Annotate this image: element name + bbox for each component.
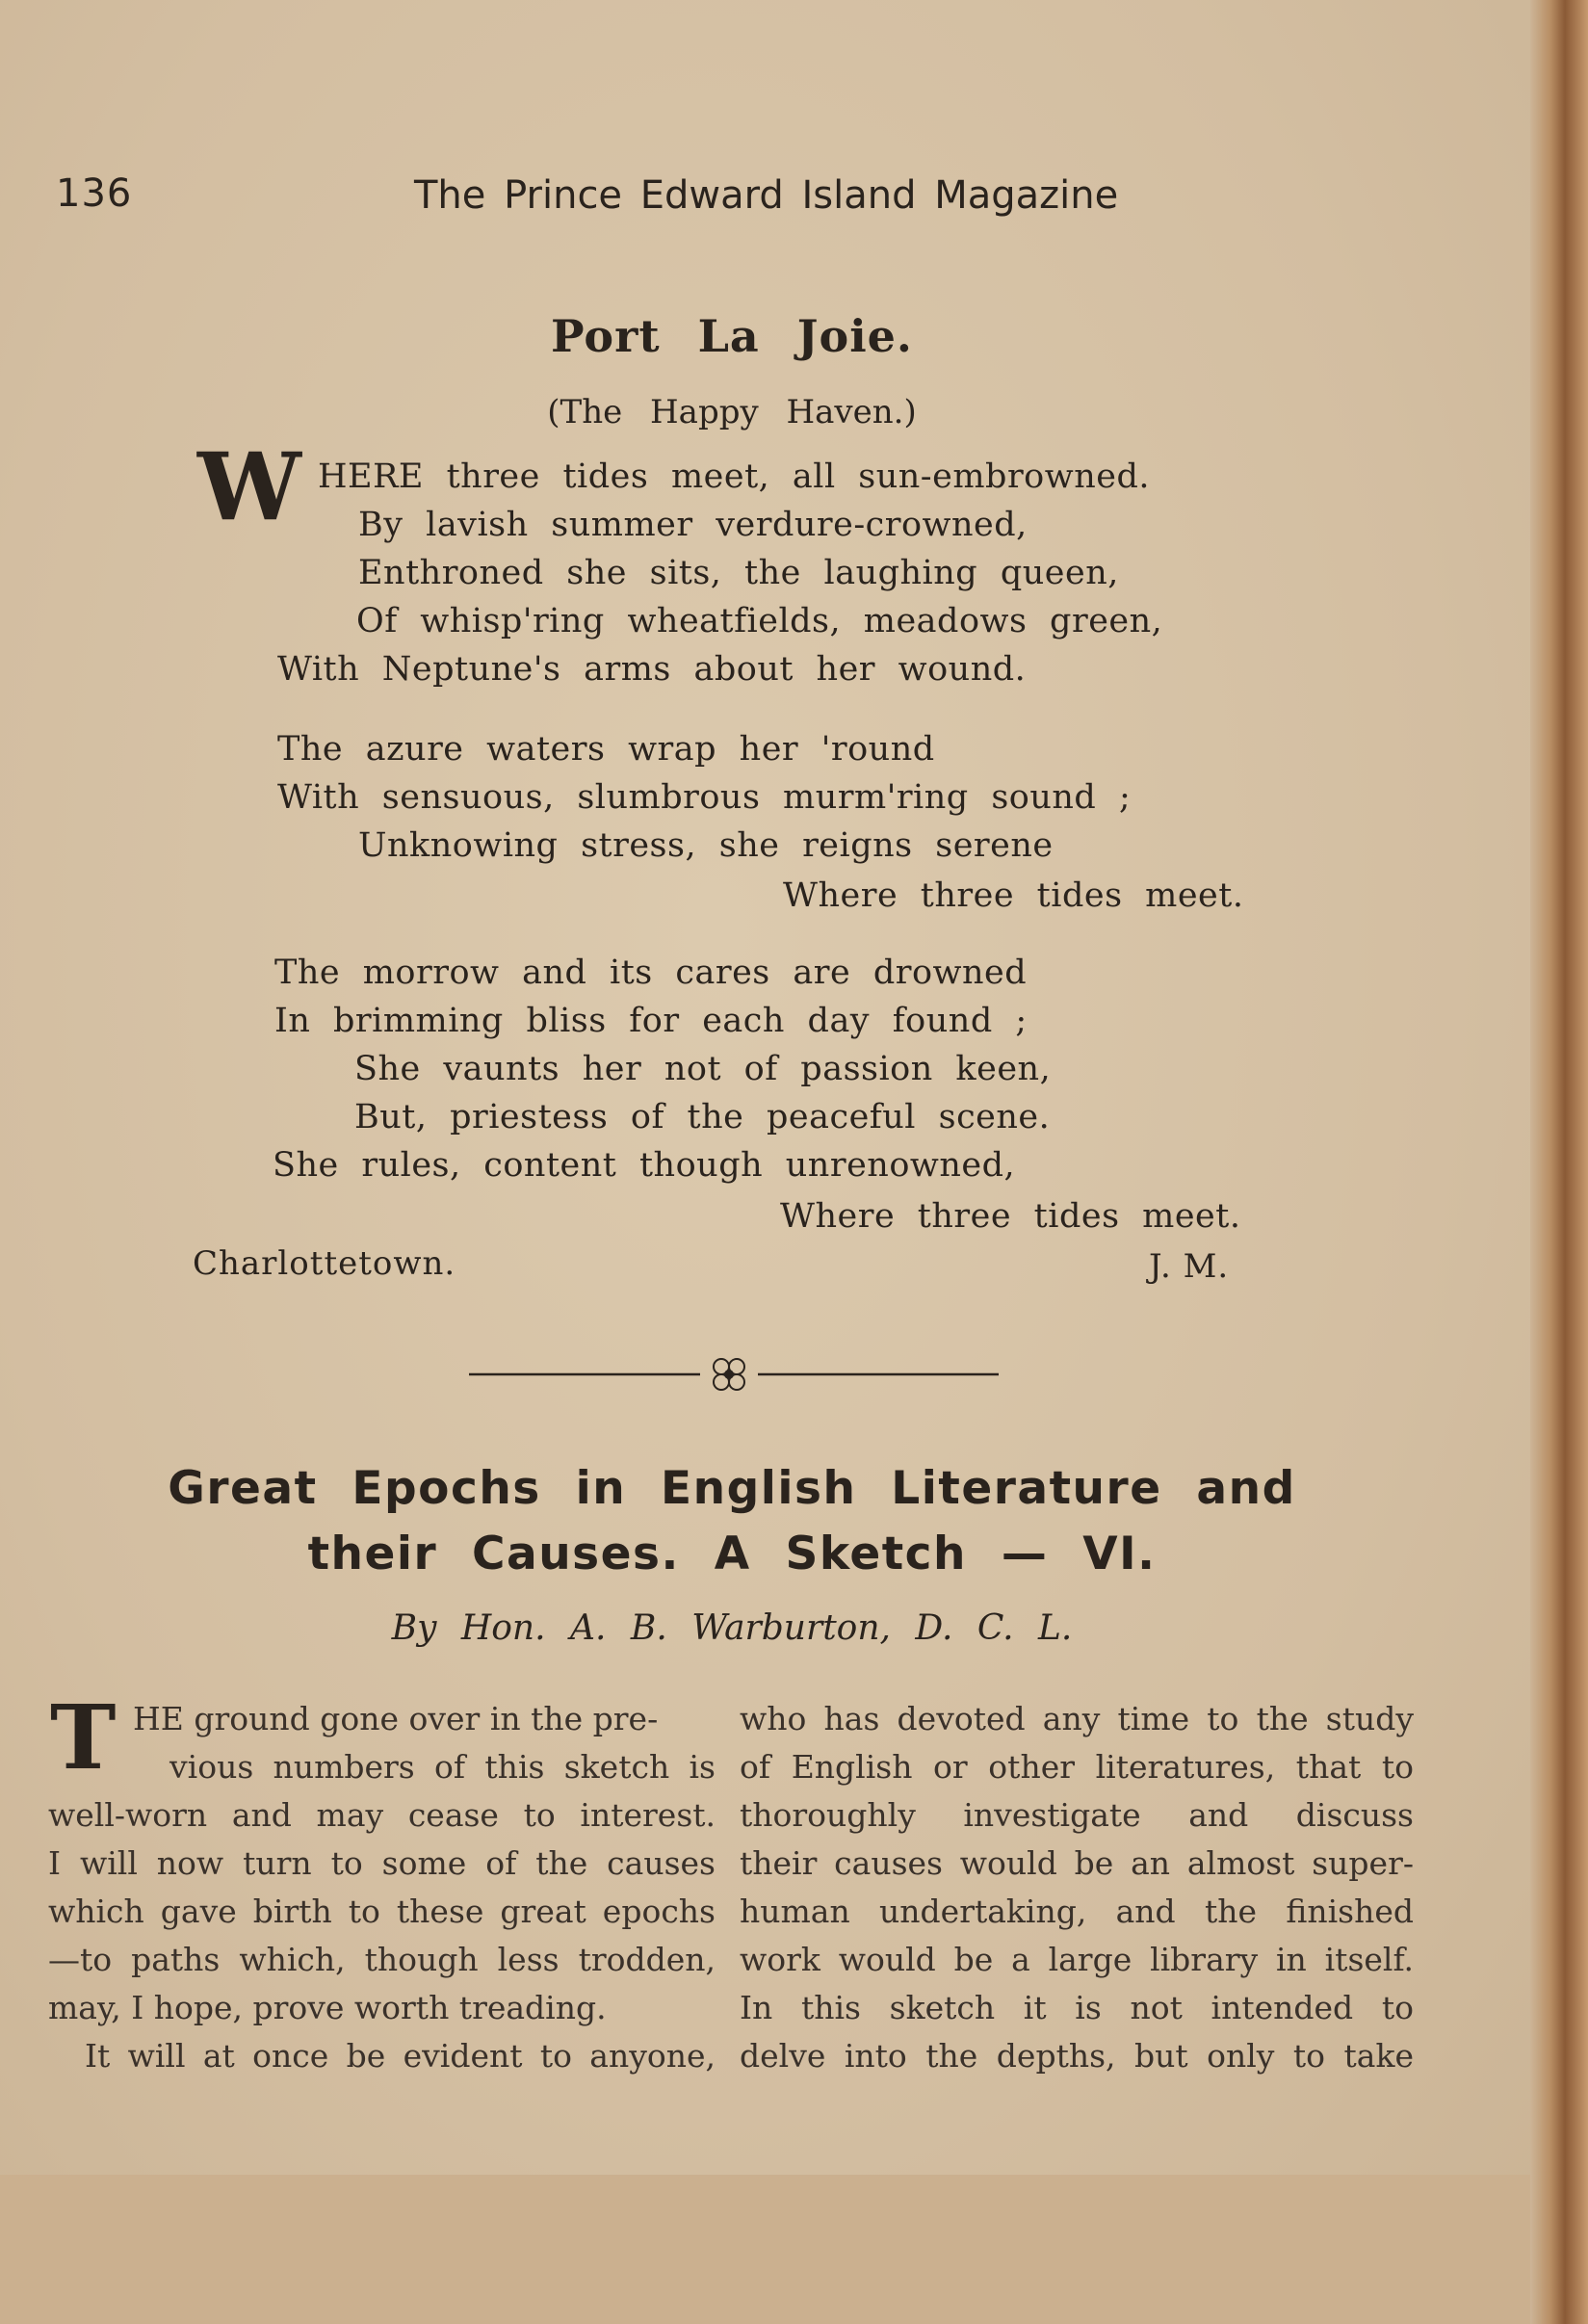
article-byline: By Hon. A. B. Warburton, D. C. L. bbox=[391, 1608, 1073, 1648]
right-column-line: thoroughly investigate and discuss bbox=[740, 1796, 1414, 1834]
right-column-line: who has devoted any time to the study bbox=[740, 1700, 1414, 1737]
poem-line: Of whisp'ring wheatfields, meadows green, bbox=[356, 602, 1163, 640]
book-spine bbox=[1530, 0, 1588, 2324]
right-column-line: delve into the depths, but only to take bbox=[740, 2037, 1414, 2075]
right-column-line: of English or other literatures, that to bbox=[740, 1748, 1414, 1786]
poem-line: Enthroned she sits, the laughing queen, bbox=[358, 554, 1119, 592]
poem-line: She rules, content though unrenowned, bbox=[273, 1146, 1016, 1185]
poem-place: Charlottetown. bbox=[193, 1244, 456, 1283]
left-column-line: It will at once be evident to anyone, bbox=[85, 2037, 716, 2075]
poem-line: HERE three tides meet, all sun-embrowned. bbox=[318, 457, 1150, 496]
right-column-line: their causes would be an almost super- bbox=[740, 1844, 1414, 1882]
right-column-line: work would be a large library in itself. bbox=[740, 1941, 1414, 1978]
poem-line: In brimming bliss for each day found ; bbox=[274, 1002, 1028, 1040]
article-dropcap: T bbox=[50, 1685, 117, 1789]
left-column-line: HE ground gone over in the pre- bbox=[133, 1700, 659, 1737]
poem-refrain: Where three tides meet. bbox=[783, 876, 1244, 915]
poem-line: Unknowing stress, she reigns serene bbox=[358, 826, 1054, 865]
poem-line: The azure waters wrap her 'round bbox=[277, 730, 935, 769]
left-column-line: which gave birth to these great epochs bbox=[48, 1893, 716, 1930]
article-title-line1: Great Epochs in English Literature and bbox=[168, 1462, 1296, 1515]
left-column-line: I will now turn to some of the causes bbox=[48, 1844, 716, 1882]
left-column-line: vious numbers of this sketch is bbox=[169, 1748, 716, 1786]
poem-line: By lavish summer verdure-crowned, bbox=[358, 506, 1028, 544]
page-number: 136 bbox=[56, 171, 133, 216]
poem-line: She vaunts her not of passion keen, bbox=[354, 1050, 1052, 1088]
poem-subtitle: (The Happy Haven.) bbox=[547, 393, 917, 431]
left-column-line: —to paths which, though less trodden, bbox=[48, 1941, 716, 1978]
poem-refrain: Where three tides meet. bbox=[780, 1197, 1241, 1236]
right-column-line: In this sketch it is not intended to bbox=[740, 1989, 1414, 2026]
poem-line: But, priestess of the peaceful scene. bbox=[354, 1098, 1051, 1136]
poem-line: With Neptune's arms about her wound. bbox=[277, 650, 1027, 689]
flower-ornament-icon bbox=[714, 1359, 744, 1390]
running-title: The Prince Edward Island Magazine bbox=[414, 173, 1119, 218]
poem-author: J. M. bbox=[1149, 1247, 1230, 1286]
left-column-line: may, I hope, prove worth treading. bbox=[48, 1989, 607, 2026]
left-column-line: well-worn and may cease to interest. bbox=[48, 1796, 716, 1834]
article-title-line2: their Causes. A Sketch — VI. bbox=[307, 1528, 1157, 1580]
poem-line: With sensuous, slumbrous murm'ring sound ; bbox=[277, 778, 1132, 817]
poem-dropcap: W bbox=[197, 432, 301, 541]
poem-title: Port La Joie. bbox=[551, 310, 913, 362]
poem-line: The morrow and its cares are drowned bbox=[274, 953, 1028, 992]
ornament-divider bbox=[469, 1351, 999, 1394]
page-bottom-edge bbox=[0, 2175, 1530, 2324]
right-column-line: human undertaking, and the finished bbox=[740, 1893, 1414, 1930]
